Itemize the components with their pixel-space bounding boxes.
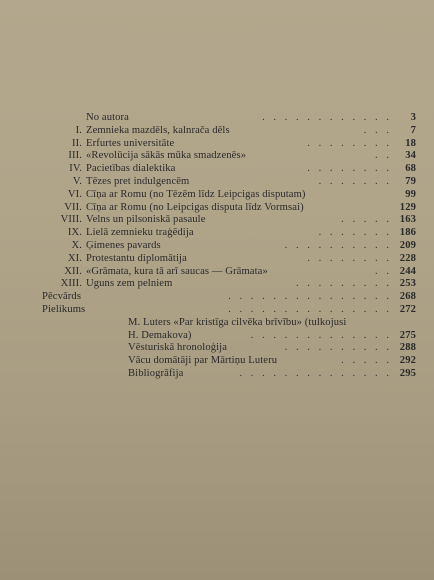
toc-entry-title: Pielikums — [42, 303, 86, 315]
toc-entry-number: VI. — [67, 188, 82, 200]
toc-entry — [42, 176, 416, 189]
toc-entry — [42, 304, 416, 317]
toc-entry-title: Tēzes pret indulgencēm — [86, 175, 190, 187]
toc-entry — [42, 227, 416, 240]
toc-entry-title: Pacietības dialektika — [86, 163, 176, 175]
toc-entry — [42, 112, 416, 125]
toc-entry-page-number: 186 — [399, 227, 416, 239]
toc-entry-title: No autora — [86, 112, 129, 123]
toc-entry-title: Protestantu diplomātija — [86, 252, 187, 264]
toc-entry — [42, 125, 416, 138]
toc-entry-title: «Grāmata, kura tā arī saucas — Grāmata» — [86, 265, 268, 277]
toc-entry-page-number: 68 — [405, 163, 416, 175]
toc-entry-leader-dots: . . . . . . . . — [307, 163, 392, 175]
toc-entry-number: IV. — [69, 163, 82, 175]
toc-entry — [42, 368, 416, 381]
toc-entry-title: M. Luters «Par kristīga cilvēka brīvību» (tulkojusi — [128, 316, 347, 328]
toc-entry-number: VII. — [64, 201, 82, 213]
toc-entry — [42, 278, 416, 291]
toc-entry — [42, 202, 416, 215]
toc-entry-number: IX. — [67, 227, 82, 239]
toc-entry-leader-dots: . . . . . . . — [318, 175, 392, 187]
toc-entry-leader-dots: . . . . . . . . . . . . . — [250, 329, 392, 341]
toc-entry-title: «Revolūcija sākās mūka smadzenēs» — [86, 150, 247, 162]
toc-entry-page-number: 7 — [410, 124, 416, 136]
toc-entry-title: Pēcvārds — [42, 291, 82, 303]
toc-entry-page-number: 272 — [399, 303, 416, 315]
toc-entry-leader-dots: . . . . . . . . . . — [284, 239, 392, 251]
toc-entry-title: Velns un pilsoniskā pasaule — [86, 214, 206, 226]
toc-entry-title: Zemnieka mazdēls, kalnrača dēls — [86, 124, 230, 136]
toc-entry-leader-dots: . . . . . — [341, 355, 392, 367]
toc-entry — [42, 214, 416, 227]
toc-entry-leader-dots: . . . . . . . . . . . . — [262, 112, 392, 123]
toc-entry-page-number: 288 — [399, 342, 416, 354]
toc-entry — [42, 342, 416, 355]
toc-entry-title: Lielā zemnieku traģēdija — [86, 227, 194, 239]
toc-entry-page-number: 292 — [399, 355, 416, 367]
toc-entry-leader-dots: . . . . . . . . — [307, 137, 392, 149]
toc-entry-leader-dots: . . . . . . . . — [307, 252, 392, 264]
toc-entry-leader-dots: . . . . . . . . . . — [284, 342, 392, 354]
toc-entry — [42, 355, 416, 368]
toc-entry-number: XII. — [64, 265, 82, 277]
toc-entry-page-number: 253 — [399, 278, 416, 290]
toc-entry-page-number: 18 — [405, 137, 416, 149]
toc-entry-title: Vēsturiskā hronoloģija — [128, 342, 227, 354]
toc-entry-leader-dots: . . . . . . . — [318, 227, 392, 239]
toc-entry-page-number: 275 — [399, 329, 416, 341]
toc-entry-title: Bibliogrāfija — [128, 367, 184, 379]
toc-entry-number: VIII. — [60, 214, 82, 226]
toc-entry-page-number: 268 — [399, 291, 416, 303]
toc-entry-page-number: 79 — [405, 175, 416, 187]
toc-entry-page-number: 99 — [405, 188, 416, 200]
toc-entry-title: Ģimenes pavards — [86, 239, 161, 251]
toc-entry-leader-dots: . . . . . — [341, 214, 392, 226]
toc-entry-title: Cīņa ar Romu (no Tēzēm līdz Leipcigas disputam) — [86, 188, 306, 200]
toc-entry-page-number: 163 — [399, 214, 416, 226]
toc-entry — [42, 317, 416, 330]
toc-entry — [42, 330, 416, 343]
toc-entry-title: Uguns zem pelniem — [86, 278, 173, 290]
toc-entry — [42, 240, 416, 253]
toc-entry-page-number: 3 — [410, 112, 416, 123]
toc-entry-title: Cīņa ar Romu (no Leipcigas disputa līdz Vormsai) — [86, 201, 304, 213]
toc-entry-title: Vācu domātāji par Mārtiņu Luteru — [128, 355, 278, 367]
toc-entry-page-number: 228 — [399, 252, 416, 264]
toc-entry-leader-dots: . . . . . . . . . . . . . . — [239, 367, 392, 379]
toc-entry-title: H. Demakova) — [128, 329, 192, 341]
toc-entry-page-number: 34 — [405, 150, 416, 162]
toc-entry-leader-dots: . . . . . . . . . — [295, 278, 392, 290]
toc-entry-title: Erfurtes universitāte — [86, 137, 175, 149]
toc-entry — [42, 138, 416, 151]
toc-entry — [42, 163, 416, 176]
toc-entry-leader-dots: . . . . . . . . . . . . . . . — [228, 291, 392, 303]
toc-entry — [42, 150, 416, 163]
toc-entry-leader-dots: . . . . . . . . . . . . . . . — [228, 303, 392, 315]
toc-entry — [42, 253, 416, 266]
toc-entry-number: I. — [75, 124, 82, 136]
toc-entry-page-number: 129 — [399, 201, 416, 213]
toc-entry — [42, 291, 416, 304]
toc-entry-number: II. — [71, 137, 82, 149]
toc-entry-page-number: 209 — [399, 239, 416, 251]
toc-entry-number: XI. — [67, 252, 82, 264]
toc-entry-leader-dots: . . — [375, 265, 392, 277]
toc-entry-page-number: 295 — [399, 367, 416, 379]
toc-entry-number: X. — [71, 239, 82, 251]
toc-entry-leader-dots: . . . — [363, 124, 392, 136]
toc-entry-number: III. — [68, 150, 82, 162]
table-of-contents — [42, 112, 416, 381]
toc-entry-number: XIII. — [60, 278, 82, 290]
toc-entry-number: V. — [72, 175, 82, 187]
toc-entry — [42, 189, 416, 202]
toc-entry — [42, 266, 416, 279]
toc-entry-page-number: 244 — [399, 265, 416, 277]
toc-entry-leader-dots: . . — [375, 150, 392, 162]
